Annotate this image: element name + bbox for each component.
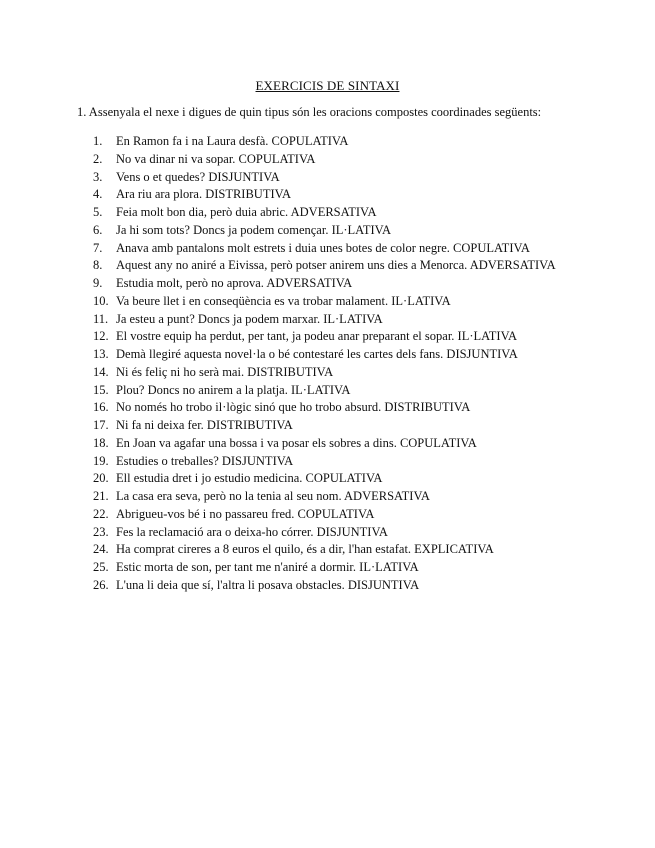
exercise-instruction: 1. Assenyala el nexe i digues de quin tipus són les oracions compostes coordinades següents: — [77, 105, 542, 119]
page-title: EXERCICIS DE SINTAXI — [255, 78, 400, 93]
item-text: Feia molt bon dia, però duia abric. ADVERSATIVA — [116, 205, 377, 219]
item-number: 23. — [93, 524, 109, 539]
item-number: 21. — [93, 489, 109, 503]
item-text: En Joan va agafar una bossa i va posar els sobres a dins. COPULATIVA — [116, 435, 477, 450]
item-number: 18. — [93, 435, 109, 450]
item-number: 26. — [93, 577, 109, 592]
item-text: Ni és feliç ni ho serà mai. DISTRIBUTIVA — [116, 364, 334, 379]
item-number: 24. — [93, 542, 109, 557]
item-text: La casa era seva, però no la tenia al seu nom. ADVERSATIVA — [116, 489, 430, 503]
item-text: Estudia molt, però no aprova. ADVERSATIVA — [116, 276, 353, 290]
item-text: Ja hi som tots? Doncs ja podem començar. IL·LATIVA — [116, 222, 392, 237]
item-text: Ara riu ara plora. DISTRIBUTIVA — [116, 187, 292, 202]
item-text: Va beure llet i en conseqüència es va trobar malament. IL·LATIVA — [116, 293, 451, 308]
item-number: 9. — [93, 276, 103, 290]
item-number: 17. — [93, 418, 109, 432]
item-text: Vens o et quedes? DISJUNTIVA — [116, 169, 280, 184]
item-number: 1. — [93, 134, 103, 148]
item-text: En Ramon fa i na Laura desfà. COPULATIVA — [116, 134, 349, 148]
item-text: No va dinar ni va sopar. COPULATIVA — [116, 151, 316, 166]
item-text: Demà llegiré aquesta novel·la o bé contestaré les cartes dels fans. DISJUNTIVA — [116, 347, 518, 361]
item-text: Ell estudia dret i jo estudio medicina. COPULATIVA — [116, 471, 383, 486]
item-number: 20. — [93, 471, 109, 486]
item-number: 10. — [93, 293, 109, 308]
item-number: 8. — [93, 258, 103, 273]
item-text: Aquest any no aniré a Eivissa, però potser anirem uns dies a Menorca. ADVERSATIVA — [116, 258, 556, 273]
item-text: No només ho trobo il·lògic sinó que ho trobo absurd. DISTRIBUTIVA — [116, 400, 471, 415]
item-number: 2. — [93, 151, 103, 166]
item-number: 22. — [93, 506, 109, 521]
item-number: 4. — [93, 187, 103, 202]
item-number: 13. — [93, 347, 109, 361]
item-text: Plou? Doncs no anirem a la platja. IL·LATIVA — [116, 382, 351, 397]
item-number: 5. — [93, 205, 103, 219]
item-number: 14. — [93, 364, 109, 379]
item-text: Fes la reclamació ara o deixa-ho córrer. DISJUNTIVA — [116, 524, 388, 539]
item-number: 7. — [93, 240, 103, 255]
item-number: 12. — [93, 329, 109, 344]
item-number: 6. — [93, 222, 103, 237]
item-number: 25. — [93, 560, 109, 574]
item-text: L'una li deia que sí, l'altra li posava obstacles. DISJUNTIVA — [116, 577, 420, 592]
item-number: 3. — [93, 169, 103, 184]
item-number: 19. — [93, 453, 109, 468]
item-text: El vostre equip ha perdut, per tant, ja podeu anar preparant el sopar. IL·LATIVA — [116, 329, 518, 344]
item-text: Estudies o treballes? DISJUNTIVA — [116, 453, 294, 468]
item-text: Anava amb pantalons molt estrets i duia unes botes de color negre. COPULATIVA — [116, 240, 530, 255]
item-text: Estic morta de son, per tant me n'aniré a dormir. IL·LATIVA — [116, 560, 419, 574]
item-number: 11. — [93, 311, 109, 326]
item-number: 16. — [93, 400, 109, 415]
item-number: 15. — [93, 382, 109, 397]
item-text: Ja esteu a punt? Doncs ja podem marxar. IL·LATIVA — [116, 311, 383, 326]
item-text: Ha comprat cireres a 8 euros el quilo, és a dir, l'han estafat. EXPLICATIVA — [116, 542, 494, 557]
item-text: Ni fa ni deixa fer. DISTRIBUTIVA — [116, 418, 293, 432]
item-text: Abrigueu-vos bé i no passareu fred. COPULATIVA — [116, 506, 375, 521]
